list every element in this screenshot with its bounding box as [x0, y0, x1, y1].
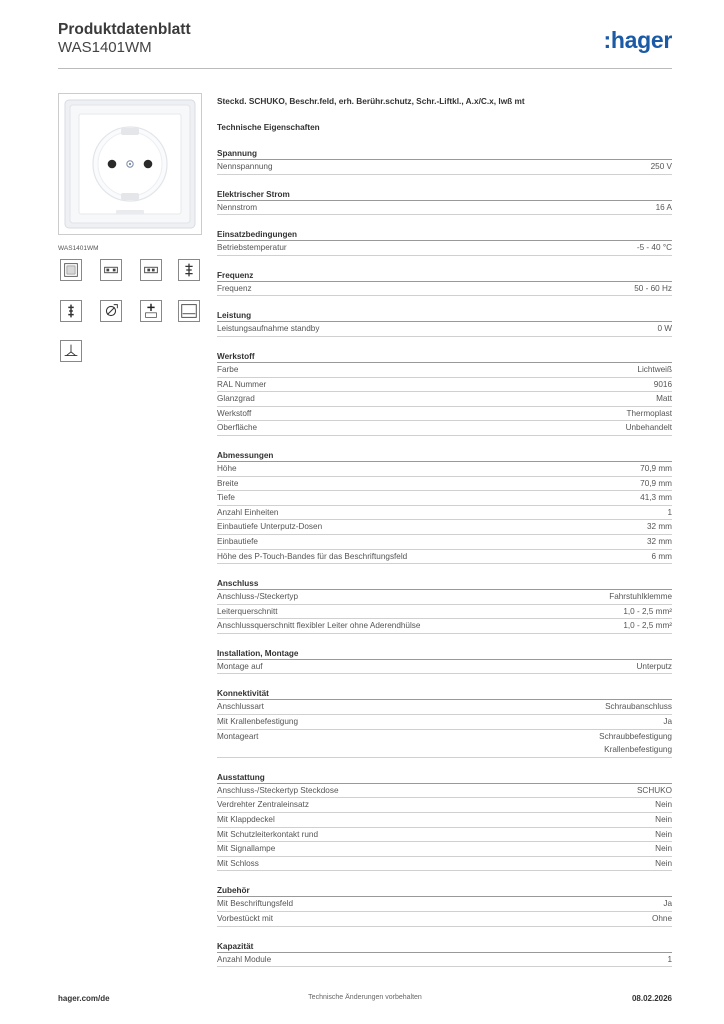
spec-value-line: 1 — [667, 954, 672, 964]
spec-row — [217, 605, 672, 620]
spec-row — [217, 477, 672, 492]
spec-value — [655, 813, 672, 827]
plus-terminal-icon — [140, 300, 162, 322]
spec-value-line: Matt — [656, 394, 672, 404]
spec-row — [217, 407, 672, 422]
spec-label: Nennstrom — [217, 202, 258, 212]
spec-value-line: Ja — [663, 717, 672, 727]
claw-icon — [60, 300, 82, 322]
spec-value — [652, 912, 672, 926]
spec-row — [217, 378, 672, 393]
spec-value-line: 32 mm — [646, 522, 672, 532]
spec-section — [217, 648, 672, 675]
spec-value-line: 70,9 mm — [640, 478, 672, 488]
logo-text: :hager — [603, 27, 672, 53]
spec-value-line: Krallenbefestigung — [604, 745, 672, 755]
spec-label: Betriebstemperatur — [217, 243, 287, 253]
header-divider — [58, 68, 672, 69]
spec-row — [217, 550, 672, 565]
spec-value — [667, 506, 672, 520]
spec-value-line: Unterputz — [636, 661, 672, 671]
claw-icon — [178, 259, 200, 281]
spec-value-line: 0 W — [657, 324, 672, 334]
spec-section — [217, 148, 672, 175]
spec-row — [217, 520, 672, 535]
section-title: Ausstattung — [217, 772, 672, 784]
spec-label: Anschluss-/Steckertyp — [217, 592, 298, 602]
spec-value-line: Nein — [655, 829, 672, 839]
spec-value-line: SCHUKO — [636, 785, 672, 795]
spec-section — [217, 189, 672, 216]
spec-label: Mit Schutzleiterkontakt rund — [217, 829, 319, 839]
spec-value — [640, 491, 672, 505]
section-title: Einsatzbedingungen — [217, 229, 672, 241]
section-title: Spannung — [217, 148, 672, 160]
spec-row — [217, 241, 672, 256]
product-image — [58, 93, 202, 235]
spec-label: Oberfläche — [217, 423, 258, 433]
document-title: Produktdatenblatt — [58, 21, 191, 38]
spec-value — [654, 378, 672, 392]
spec-label: Vorbestückt mit — [217, 914, 273, 923]
spec-value-line: -5 - 40 °C — [636, 243, 672, 253]
spec-row — [217, 828, 672, 843]
spec-label: Werkstoff — [217, 408, 252, 418]
spec-label: Glanzgrad — [217, 394, 255, 404]
spec-value-line: 70,9 mm — [640, 463, 672, 473]
spec-row — [217, 897, 672, 912]
spec-value-line: Thermoplast — [626, 408, 672, 418]
spec-value-line: Nein — [655, 844, 672, 854]
spec-value-line: 50 - 60 Hz — [634, 283, 672, 293]
spec-value-line: 250 V — [650, 162, 672, 171]
spec-row — [217, 506, 672, 521]
section-title: Zubehör — [217, 885, 672, 897]
footer-date: 08.02.2026 — [631, 994, 672, 1003]
spec-value-line: Ohne — [651, 914, 672, 923]
spec-value-line: Unbehandelt — [625, 423, 672, 433]
spec-value — [655, 828, 672, 842]
spec-section — [217, 351, 672, 436]
junction-icon — [60, 340, 82, 362]
spec-row — [217, 700, 672, 715]
spec-row — [217, 842, 672, 857]
spec-value — [626, 421, 672, 435]
spec-value-line: 16 A — [655, 202, 672, 212]
spec-value — [599, 730, 672, 757]
spec-value — [647, 535, 672, 549]
spec-label: Mit Klappdeckel — [217, 815, 275, 825]
hager-logo — [592, 28, 672, 52]
product-visual-column — [58, 93, 202, 368]
spec-label: Anschlussquerschnitt flexibler Leiter ohne Aderendhülse — [217, 621, 421, 631]
spec-value-line: 32 mm — [646, 536, 672, 546]
spec-value — [637, 363, 672, 377]
spec-row — [217, 421, 672, 436]
spec-value — [657, 322, 672, 336]
spec-label: Montage auf — [217, 661, 263, 671]
frame-icon — [60, 259, 82, 281]
connector-icon — [100, 259, 122, 281]
spec-value — [637, 784, 672, 798]
spec-row — [217, 715, 672, 730]
spec-label: Höhe des P-Touch-Bandes für das Beschriftungsfeld — [217, 551, 408, 561]
spec-section — [217, 578, 672, 634]
spec-label: Mit Schloss — [217, 858, 259, 868]
spec-row — [217, 392, 672, 407]
spec-row — [217, 660, 672, 675]
spec-value — [656, 201, 672, 215]
spec-row — [217, 857, 672, 872]
spec-label: Frequenz — [217, 283, 252, 293]
no-screw-icon — [100, 300, 122, 322]
spec-label: Verdrehter Zentraleinsatz — [217, 800, 309, 810]
spec-row — [217, 619, 672, 634]
spec-row — [217, 322, 672, 337]
spec-label: Höhe — [217, 463, 237, 473]
product-code: WAS1401WM — [58, 39, 152, 56]
spec-label: Einbautiefe — [217, 536, 258, 546]
spec-value-line: Ja — [663, 899, 672, 909]
spec-row — [217, 730, 672, 758]
icon-grid — [58, 258, 202, 368]
spec-value-line: 1,0 - 2,5 mm² — [623, 606, 672, 616]
spec-section — [217, 941, 672, 968]
spec-value-line: 9016 — [653, 379, 672, 389]
spec-value — [667, 953, 672, 967]
spec-value — [609, 590, 672, 604]
spec-value — [637, 660, 673, 674]
section-title: Kapazität — [217, 941, 672, 953]
spec-value-line: Nein — [655, 800, 672, 810]
section-title: Abmessungen — [217, 450, 672, 462]
spec-label: Anzahl Module — [217, 954, 272, 964]
specifications-column — [217, 94, 672, 967]
spec-label: Nennspannung — [217, 162, 273, 171]
connector-icon — [140, 259, 162, 281]
spec-value — [637, 241, 672, 255]
spec-section — [217, 310, 672, 337]
page-header — [58, 20, 672, 70]
section-title: Installation, Montage — [217, 648, 672, 660]
section-title: Anschluss — [217, 578, 672, 590]
section-title: Frequenz — [217, 270, 672, 282]
spec-section — [217, 688, 672, 757]
section-title: Werkstoff — [217, 351, 672, 363]
footer-website: hager.com/de — [58, 994, 110, 1003]
spec-value-line: 41,3 mm — [640, 493, 672, 503]
spec-label: Mit Signallampe — [217, 844, 276, 854]
spec-value — [605, 700, 672, 714]
spec-value — [623, 605, 672, 619]
spec-value-line: 1,0 - 2,5 mm² — [623, 621, 672, 631]
spec-row — [217, 813, 672, 828]
spec-row — [217, 462, 672, 477]
spec-value — [656, 392, 672, 406]
spec-value — [626, 407, 672, 421]
technical-properties-heading: Technische Eigenschaften — [217, 123, 320, 132]
page-footer — [58, 994, 672, 1008]
spec-value — [640, 462, 672, 476]
spec-value-line: Schraubbefestigung — [599, 731, 672, 741]
spec-value-line: Fahrstuhlklemme — [609, 592, 672, 602]
section-title: Leistung — [217, 310, 672, 322]
product-description: Steckd. SCHUKO, Beschr.feld, erh. Berühr.schutz, Schr.-Liftkl., A.x/C.x, lwß mt — [217, 96, 525, 106]
spec-section — [217, 270, 672, 297]
spec-row — [217, 953, 672, 968]
spec-row — [217, 798, 672, 813]
spec-value — [640, 477, 672, 491]
spec-value-line: Schraubanschluss — [605, 702, 672, 712]
spec-value-line: 6 mm — [651, 551, 672, 561]
spec-row — [217, 912, 672, 927]
spec-label: Mit Beschriftungsfeld — [217, 899, 293, 909]
spec-label: Anzahl Einheiten — [217, 507, 279, 517]
spec-label: Leistungsaufnahme standby — [217, 324, 320, 334]
spec-label: Anschluss-/Steckertyp Steckdose — [217, 785, 339, 795]
spec-section — [217, 772, 672, 872]
spec-value — [655, 842, 672, 856]
spec-label: Leiterquerschnitt — [217, 606, 278, 616]
socket-illustration — [59, 94, 201, 234]
spec-label: Anschlussart — [217, 702, 264, 712]
spec-value-line: Lichtweiß — [637, 364, 672, 374]
spec-row — [217, 201, 672, 216]
spec-value — [663, 897, 672, 911]
spec-value — [623, 619, 672, 633]
spec-section — [217, 450, 672, 564]
spec-label: Montageart — [217, 731, 259, 741]
spec-value — [663, 715, 672, 729]
spec-label: RAL Nummer — [217, 379, 267, 389]
spec-section — [217, 229, 672, 256]
spec-row — [217, 491, 672, 506]
spec-row — [217, 282, 672, 297]
spec-value — [651, 160, 672, 174]
spec-label: Einbautiefe Unterputz-Dosen — [217, 522, 323, 532]
spec-row — [217, 535, 672, 550]
spec-value — [655, 857, 672, 871]
spec-label: Tiefe — [217, 493, 235, 503]
label-field-icon — [178, 300, 200, 322]
section-title: Konnektivität — [217, 688, 672, 700]
spec-sections — [217, 148, 672, 967]
spec-value-line: Nein — [655, 815, 672, 825]
section-title: Elektrischer Strom — [217, 189, 672, 201]
spec-label: Farbe — [217, 364, 239, 374]
spec-row — [217, 363, 672, 378]
spec-label: Breite — [217, 478, 239, 488]
spec-row — [217, 160, 672, 175]
spec-value-line: Nein — [655, 858, 672, 868]
spec-value — [634, 282, 672, 296]
footer-notice: Technische Änderungen vorbehalten — [308, 994, 422, 1001]
product-image-caption: WAS1401WM — [58, 245, 99, 252]
spec-row — [217, 784, 672, 799]
spec-value-line: 1 — [667, 507, 672, 517]
spec-value — [652, 550, 672, 564]
spec-value — [647, 520, 672, 534]
spec-value — [655, 798, 672, 812]
spec-label: Mit Krallenbefestigung — [217, 717, 299, 727]
spec-section — [217, 885, 672, 926]
spec-row — [217, 590, 672, 605]
